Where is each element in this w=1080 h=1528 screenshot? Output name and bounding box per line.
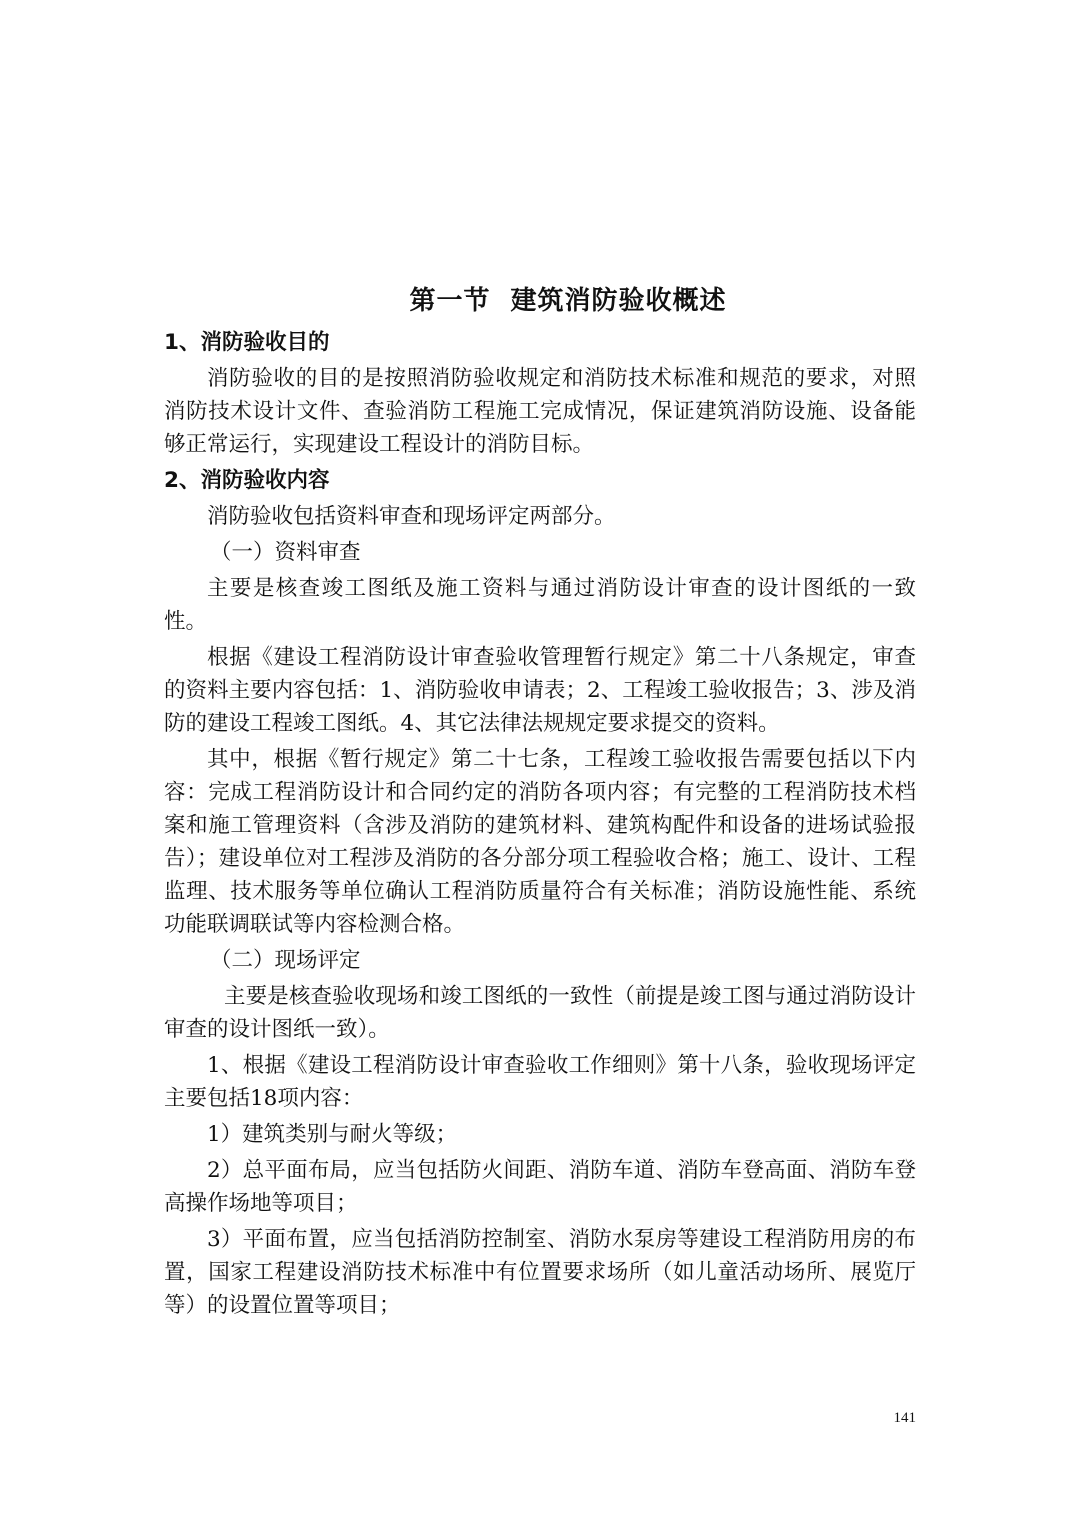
paragraph: 其中，根据《暂行规定》第二十七条，工程竣工验收报告需要包括以下内容：完成工程消防设计和合同约定的消防各项内容；有完整的工程消防技术档案和施工管理资料（含涉及消防的建筑材料、建筑构配件和设备的进场试验报告）；建设单位对工程涉及消防的各分部分项工程验收合格；施工、设计、工程监理、技术服务等单位确认工程消防质量符合有关标准；消防设施性能、系统功能联调联试等内容检测合格。 <box>164 747 916 937</box>
list-item: 2）总平面布局，应当包括防火间距、消防车道、消防车登高面、消防车登高操作场地等项目； <box>164 1158 916 1216</box>
paragraph: 消防验收包括资料审查和现场评定两部分。 <box>207 504 616 529</box>
subheading-site-evaluation: （二）现场评定 <box>210 948 361 973</box>
paragraph: 1、根据《建设工程消防设计审查验收工作细则》第十八条，验收现场评定主要包括18项内容： <box>164 1053 916 1111</box>
body-content <box>164 326 916 1325</box>
paragraph: 主要是核查竣工图纸及施工资料与通过消防设计审查的设计图纸的一致性。 <box>164 576 916 634</box>
heading-content: 2、消防验收内容 <box>164 468 330 493</box>
page-number: 141 <box>893 1410 916 1426</box>
heading-purpose: 1、消防验收目的 <box>164 330 330 355</box>
subheading-document-review: （一）资料审查 <box>210 540 361 565</box>
paragraph: 主要是核查验收现场和竣工图纸的一致性（前提是竣工图与通过消防设计审查的设计图纸一致）。 <box>164 984 916 1042</box>
section-title: 第一节 建筑消防验收概述 <box>409 286 727 316</box>
paragraph: 消防验收的目的是按照消防验收规定和消防技术标准和规范的要求，对照消防技术设计文件、查验消防工程施工完成情况，保证建筑消防设施、设备能够正常运行，实现建设工程设计的消防目标。 <box>164 366 916 457</box>
paragraph: 根据《建设工程消防设计审查验收管理暂行规定》第二十八条规定，审查的资料主要内容包括：1、消防验收申请表；2、工程竣工验收报告；3、涉及消防的建设工程竣工图纸。4、其它法律法规规定要求提交的资料。 <box>164 645 916 736</box>
list-item: 1）建筑类别与耐火等级； <box>207 1122 458 1147</box>
list-item: 3）平面布置，应当包括消防控制室、消防水泵房等建设工程消防用房的布置，国家工程建设消防技术标准中有位置要求场所（如儿童活动场所、展览厅等）的设置位置等项目； <box>164 1227 916 1318</box>
